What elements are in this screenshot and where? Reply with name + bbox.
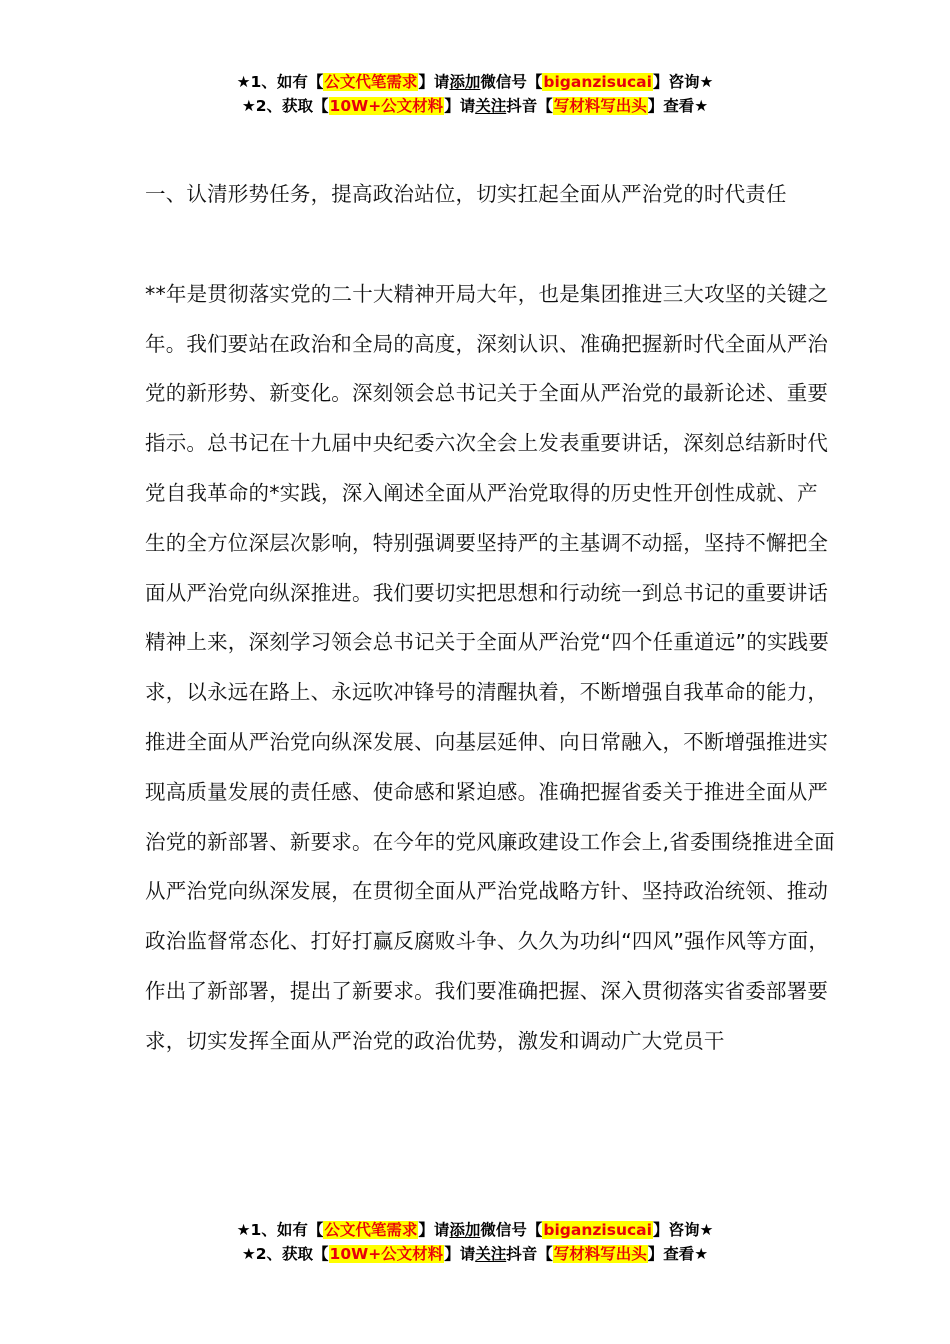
banner-underlined-text: 添加 (449, 73, 481, 91)
banner-highlight: 10W+公文材料 (329, 97, 444, 115)
banner-underlined-text: 关注 (475, 1245, 507, 1263)
section-heading: 一、认清形势任务，提高政治站位，切实扛起全面从严治党的时代责任 (145, 182, 787, 206)
banner-text: ★2、获取【 (241, 97, 329, 115)
header-banner-line-2 (0, 94, 950, 118)
banner-text: 抖音【 (506, 1245, 553, 1263)
header-banner (0, 70, 950, 118)
banner-highlight: 公文代笔需求 (324, 73, 418, 91)
banner-text: 】请 (418, 1221, 450, 1239)
banner-underlined-text: 关注 (475, 97, 507, 115)
banner-text: ★2、获取【 (241, 1245, 329, 1263)
banner-text: ★1、如有【 (236, 1221, 324, 1239)
document-body (145, 170, 835, 1067)
banner-highlight: 公文代笔需求 (324, 1221, 418, 1239)
banner-text: ★1、如有【 (236, 73, 324, 91)
body-paragraph: **年是贯彻落实党的二十大精神开局大年，也是集团推进三大攻坚的关键之年。我们要站在政治和全局的高度，深刻认识、准确把握新时代全面从严治党的新形势、新变化。深刻领会总书记关于全面从严治党的最新论述、重要指示。总书记在十九届中央纪委六次全会上发表重要讲话，深刻总结新时代党自我革命的*实践，深入阐述全面从严治党取得的历史性开创性成就、产生的全方位深层次影响，特别强调要坚持严的主基调不动摇，坚持不懈把全面从严治党向纵深推进。我们要切实把思想和行动统一到总书记的重要讲话精神上来，深刻学习领会总书记关于全面从严治党“四个任重道远”的实践要求，以永远在路上、永远吹冲锋号的清醒执着，不断增强自我革命的能力，推进全面从严治党向纵深发展、向基层延伸、向日常融入，不断增强推进实现高质量发展的责任感、使命感和紧迫感。准确把握省委关于推进全面从严治党的新部署、新要求。在今年的党风廉政建设工作会上,省委围绕推进全面从严治党向纵深发展，在贯彻全面从严治党战略方针、坚持政治统领、推动政治监督常态化、打好打赢反腐败斗争、久久为功纠“四风”强作风等方面，作出了新部署，提出了新要求。我们要准确把握、深入贯彻落实省委部署要求，切实发挥全面从严治党的政治优势，激发和调动广大党员干 (145, 281, 835, 1053)
banner-text: 】查看★ (647, 1245, 709, 1263)
banner-highlight: 写材料写出头 (553, 1245, 647, 1263)
banner-text: 】查看★ (647, 97, 709, 115)
banner-text: 】咨询★ (652, 1221, 714, 1239)
footer-banner (0, 1218, 950, 1266)
banner-text: 】请 (418, 73, 450, 91)
banner-highlight: 写材料写出头 (553, 97, 647, 115)
banner-text: 微信号【 (480, 1221, 543, 1239)
banner-text: 】请 (444, 97, 476, 115)
banner-text: 】咨询★ (652, 73, 714, 91)
banner-text: 】请 (444, 1245, 476, 1263)
footer-banner-line-2 (0, 1242, 950, 1266)
footer-banner-line-1 (0, 1218, 950, 1242)
banner-underlined-text: 添加 (449, 1221, 481, 1239)
banner-highlight: 10W+公文材料 (329, 1245, 444, 1263)
banner-highlight: biganzisucai (543, 73, 652, 91)
banner-highlight: biganzisucai (543, 1221, 652, 1239)
banner-text: 微信号【 (480, 73, 543, 91)
banner-text: 抖音【 (506, 97, 553, 115)
header-banner-line-1 (0, 70, 950, 94)
